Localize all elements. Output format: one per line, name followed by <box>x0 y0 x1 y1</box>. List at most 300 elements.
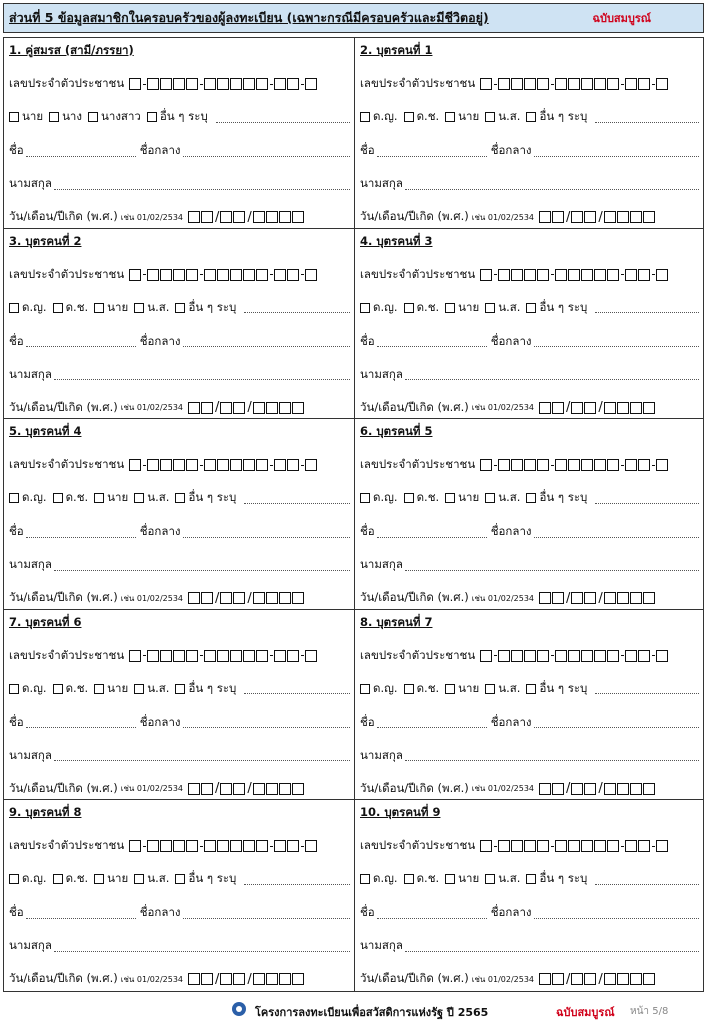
digit-box[interactable] <box>524 840 536 852</box>
date-digit-box[interactable] <box>220 592 232 604</box>
digit-box[interactable] <box>656 78 668 90</box>
digit-box[interactable] <box>147 650 159 662</box>
title-option[interactable] <box>485 299 520 317</box>
first-name-field[interactable] <box>377 146 487 157</box>
digit-box[interactable] <box>129 459 141 471</box>
title-option[interactable] <box>9 680 47 698</box>
title-option[interactable] <box>485 108 520 126</box>
title-checkbox[interactable] <box>175 684 185 694</box>
digit-box[interactable] <box>537 269 549 281</box>
digit-box[interactable] <box>498 78 510 90</box>
date-digit-box[interactable] <box>188 973 200 985</box>
digit-box[interactable] <box>129 269 141 281</box>
title-checkbox[interactable] <box>485 112 495 122</box>
digit-box[interactable] <box>287 269 299 281</box>
date-digit-box[interactable] <box>630 592 642 604</box>
digit-box[interactable] <box>568 459 580 471</box>
title-checkbox[interactable] <box>53 493 63 503</box>
digit-box[interactable] <box>230 650 242 662</box>
date-digit-box[interactable] <box>571 973 583 985</box>
digit-box[interactable] <box>274 78 286 90</box>
title-option[interactable] <box>94 489 128 507</box>
digit-box[interactable] <box>555 78 567 90</box>
digit-box[interactable] <box>555 269 567 281</box>
date-digit-box[interactable] <box>630 402 642 414</box>
date-digit-box[interactable] <box>233 973 245 985</box>
digit-box[interactable] <box>625 269 637 281</box>
digit-box[interactable] <box>287 650 299 662</box>
title-option-other[interactable] <box>175 489 236 507</box>
title-checkbox[interactable] <box>134 684 144 694</box>
date-digit-box[interactable] <box>279 973 291 985</box>
date-digit-box[interactable] <box>253 211 265 223</box>
date-digit-box[interactable] <box>266 973 278 985</box>
digit-box[interactable] <box>129 78 141 90</box>
date-digit-box[interactable] <box>253 592 265 604</box>
digit-box[interactable] <box>287 78 299 90</box>
digit-box[interactable] <box>204 78 216 90</box>
title-option-other[interactable] <box>175 299 236 317</box>
title-checkbox[interactable] <box>360 112 370 122</box>
date-digit-box[interactable] <box>266 783 278 795</box>
digit-box[interactable] <box>217 840 229 852</box>
title-option[interactable] <box>9 870 47 888</box>
digit-box[interactable] <box>129 650 141 662</box>
title-checkbox[interactable] <box>404 303 414 313</box>
middle-name-field[interactable] <box>183 908 350 919</box>
digit-box[interactable] <box>480 78 492 90</box>
date-digit-box[interactable] <box>604 783 616 795</box>
title-checkbox[interactable] <box>175 303 185 313</box>
date-digit-box[interactable] <box>584 211 596 223</box>
date-digit-box[interactable] <box>552 211 564 223</box>
other-title-field[interactable] <box>595 112 699 123</box>
title-option-other[interactable] <box>526 299 587 317</box>
digit-box[interactable] <box>524 269 536 281</box>
date-digit-box[interactable] <box>220 783 232 795</box>
title-checkbox[interactable] <box>445 493 455 503</box>
digit-box[interactable] <box>656 840 668 852</box>
first-name-field[interactable] <box>26 908 136 919</box>
surname-field[interactable] <box>405 750 699 761</box>
digit-box[interactable] <box>498 269 510 281</box>
date-digit-box[interactable] <box>292 592 304 604</box>
date-digit-box[interactable] <box>539 592 551 604</box>
date-digit-box[interactable] <box>584 783 596 795</box>
digit-box[interactable] <box>305 78 317 90</box>
digit-box[interactable] <box>217 459 229 471</box>
date-digit-box[interactable] <box>617 402 629 414</box>
digit-box[interactable] <box>230 269 242 281</box>
digit-box[interactable] <box>625 459 637 471</box>
digit-box[interactable] <box>160 459 172 471</box>
title-checkbox[interactable] <box>9 684 19 694</box>
digit-box[interactable] <box>568 650 580 662</box>
title-checkbox[interactable] <box>360 684 370 694</box>
title-option[interactable] <box>445 108 479 126</box>
title-option-other[interactable] <box>526 489 587 507</box>
date-digit-box[interactable] <box>253 783 265 795</box>
digit-box[interactable] <box>555 840 567 852</box>
title-checkbox[interactable] <box>88 112 98 122</box>
date-digit-box[interactable] <box>604 973 616 985</box>
title-option[interactable] <box>404 489 440 507</box>
middle-name-field[interactable] <box>534 717 699 728</box>
digit-box[interactable] <box>625 840 637 852</box>
date-digit-box[interactable] <box>630 211 642 223</box>
digit-box[interactable] <box>204 459 216 471</box>
title-option[interactable] <box>49 108 82 126</box>
date-digit-box[interactable] <box>584 402 596 414</box>
digit-box[interactable] <box>160 78 172 90</box>
other-title-field[interactable] <box>244 302 350 313</box>
middle-name-field[interactable] <box>183 527 350 538</box>
digit-box[interactable] <box>173 269 185 281</box>
digit-box[interactable] <box>511 459 523 471</box>
date-digit-box[interactable] <box>279 592 291 604</box>
title-option[interactable] <box>360 680 398 698</box>
date-digit-box[interactable] <box>201 402 213 414</box>
digit-box[interactable] <box>537 78 549 90</box>
digit-box[interactable] <box>204 840 216 852</box>
digit-box[interactable] <box>581 650 593 662</box>
title-checkbox[interactable] <box>445 874 455 884</box>
digit-box[interactable] <box>480 840 492 852</box>
other-title-field[interactable] <box>244 683 350 694</box>
title-checkbox[interactable] <box>526 684 536 694</box>
title-option[interactable] <box>134 870 169 888</box>
date-digit-box[interactable] <box>552 402 564 414</box>
digit-box[interactable] <box>243 269 255 281</box>
date-digit-box[interactable] <box>201 973 213 985</box>
digit-box[interactable] <box>537 459 549 471</box>
title-option[interactable] <box>53 489 89 507</box>
title-option[interactable] <box>9 489 47 507</box>
date-digit-box[interactable] <box>617 783 629 795</box>
other-title-field[interactable] <box>595 493 699 504</box>
title-option[interactable] <box>53 680 89 698</box>
title-checkbox[interactable] <box>445 303 455 313</box>
title-option[interactable] <box>485 680 520 698</box>
digit-box[interactable] <box>524 78 536 90</box>
title-checkbox[interactable] <box>175 493 185 503</box>
title-option[interactable] <box>360 870 398 888</box>
date-digit-box[interactable] <box>201 783 213 795</box>
digit-box[interactable] <box>129 840 141 852</box>
digit-box[interactable] <box>186 269 198 281</box>
date-digit-box[interactable] <box>253 973 265 985</box>
date-digit-box[interactable] <box>539 973 551 985</box>
date-digit-box[interactable] <box>279 211 291 223</box>
digit-box[interactable] <box>511 650 523 662</box>
digit-box[interactable] <box>256 650 268 662</box>
title-checkbox[interactable] <box>485 684 495 694</box>
title-checkbox[interactable] <box>53 303 63 313</box>
digit-box[interactable] <box>594 78 606 90</box>
digit-box[interactable] <box>480 650 492 662</box>
surname-field[interactable] <box>405 369 699 380</box>
digit-box[interactable] <box>274 269 286 281</box>
title-checkbox[interactable] <box>360 493 370 503</box>
title-checkbox[interactable] <box>94 303 104 313</box>
title-option[interactable] <box>94 680 128 698</box>
surname-field[interactable] <box>54 369 350 380</box>
other-title-field[interactable] <box>244 874 350 885</box>
digit-box[interactable] <box>537 650 549 662</box>
digit-box[interactable] <box>524 650 536 662</box>
date-digit-box[interactable] <box>253 402 265 414</box>
digit-box[interactable] <box>274 840 286 852</box>
title-checkbox[interactable] <box>94 684 104 694</box>
title-checkbox[interactable] <box>526 112 536 122</box>
other-title-field[interactable] <box>595 874 699 885</box>
date-digit-box[interactable] <box>571 402 583 414</box>
date-digit-box[interactable] <box>630 783 642 795</box>
digit-box[interactable] <box>581 269 593 281</box>
date-digit-box[interactable] <box>188 211 200 223</box>
middle-name-field[interactable] <box>534 908 699 919</box>
title-option[interactable] <box>485 870 520 888</box>
digit-box[interactable] <box>230 840 242 852</box>
title-checkbox[interactable] <box>175 874 185 884</box>
title-checkbox[interactable] <box>360 303 370 313</box>
middle-name-field[interactable] <box>183 717 350 728</box>
title-option[interactable] <box>134 489 169 507</box>
date-digit-box[interactable] <box>552 783 564 795</box>
title-checkbox[interactable] <box>526 303 536 313</box>
middle-name-field[interactable] <box>534 146 699 157</box>
digit-box[interactable] <box>217 78 229 90</box>
digit-box[interactable] <box>274 650 286 662</box>
date-digit-box[interactable] <box>220 973 232 985</box>
date-digit-box[interactable] <box>188 592 200 604</box>
digit-box[interactable] <box>186 78 198 90</box>
date-digit-box[interactable] <box>643 973 655 985</box>
digit-box[interactable] <box>625 650 637 662</box>
title-checkbox[interactable] <box>134 874 144 884</box>
digit-box[interactable] <box>186 840 198 852</box>
date-digit-box[interactable] <box>552 592 564 604</box>
digit-box[interactable] <box>555 650 567 662</box>
digit-box[interactable] <box>594 650 606 662</box>
date-digit-box[interactable] <box>617 592 629 604</box>
date-digit-box[interactable] <box>266 592 278 604</box>
title-checkbox[interactable] <box>9 493 19 503</box>
first-name-field[interactable] <box>377 527 487 538</box>
digit-box[interactable] <box>607 650 619 662</box>
date-digit-box[interactable] <box>617 973 629 985</box>
digit-box[interactable] <box>256 840 268 852</box>
date-digit-box[interactable] <box>292 211 304 223</box>
title-option[interactable] <box>9 108 43 126</box>
digit-box[interactable] <box>230 459 242 471</box>
title-option[interactable] <box>360 108 398 126</box>
surname-field[interactable] <box>54 941 350 952</box>
title-checkbox[interactable] <box>485 493 495 503</box>
title-checkbox[interactable] <box>9 874 19 884</box>
date-digit-box[interactable] <box>584 973 596 985</box>
date-digit-box[interactable] <box>584 592 596 604</box>
title-option-other[interactable] <box>526 108 587 126</box>
digit-box[interactable] <box>160 650 172 662</box>
digit-box[interactable] <box>581 78 593 90</box>
digit-box[interactable] <box>555 459 567 471</box>
date-digit-box[interactable] <box>266 402 278 414</box>
digit-box[interactable] <box>607 78 619 90</box>
first-name-field[interactable] <box>26 717 136 728</box>
title-option[interactable] <box>404 870 440 888</box>
digit-box[interactable] <box>625 78 637 90</box>
title-checkbox[interactable] <box>360 874 370 884</box>
digit-box[interactable] <box>498 840 510 852</box>
title-option[interactable] <box>485 489 520 507</box>
title-checkbox[interactable] <box>445 684 455 694</box>
digit-box[interactable] <box>256 269 268 281</box>
date-digit-box[interactable] <box>292 973 304 985</box>
title-checkbox[interactable] <box>485 874 495 884</box>
digit-box[interactable] <box>498 650 510 662</box>
title-option[interactable] <box>53 299 89 317</box>
digit-box[interactable] <box>568 269 580 281</box>
digit-box[interactable] <box>480 269 492 281</box>
digit-box[interactable] <box>581 459 593 471</box>
title-checkbox[interactable] <box>404 112 414 122</box>
first-name-field[interactable] <box>377 908 487 919</box>
date-digit-box[interactable] <box>233 402 245 414</box>
digit-box[interactable] <box>607 840 619 852</box>
date-digit-box[interactable] <box>539 783 551 795</box>
digit-box[interactable] <box>524 459 536 471</box>
digit-box[interactable] <box>204 269 216 281</box>
title-option[interactable] <box>88 108 141 126</box>
digit-box[interactable] <box>186 459 198 471</box>
other-title-field[interactable] <box>244 493 350 504</box>
digit-box[interactable] <box>173 650 185 662</box>
digit-box[interactable] <box>581 840 593 852</box>
first-name-field[interactable] <box>377 717 487 728</box>
surname-field[interactable] <box>54 560 350 571</box>
date-digit-box[interactable] <box>266 211 278 223</box>
title-option[interactable] <box>404 680 440 698</box>
title-checkbox[interactable] <box>49 112 59 122</box>
digit-box[interactable] <box>305 650 317 662</box>
date-digit-box[interactable] <box>233 592 245 604</box>
date-digit-box[interactable] <box>201 211 213 223</box>
digit-box[interactable] <box>594 269 606 281</box>
title-option-other[interactable] <box>147 108 208 126</box>
title-option[interactable] <box>9 299 47 317</box>
date-digit-box[interactable] <box>630 973 642 985</box>
digit-box[interactable] <box>480 459 492 471</box>
digit-box[interactable] <box>568 840 580 852</box>
first-name-field[interactable] <box>377 336 487 347</box>
first-name-field[interactable] <box>26 146 136 157</box>
title-option[interactable] <box>404 108 440 126</box>
date-digit-box[interactable] <box>220 402 232 414</box>
digit-box[interactable] <box>656 459 668 471</box>
date-digit-box[interactable] <box>539 211 551 223</box>
surname-field[interactable] <box>405 941 699 952</box>
date-digit-box[interactable] <box>188 402 200 414</box>
middle-name-field[interactable] <box>534 336 699 347</box>
digit-box[interactable] <box>638 650 650 662</box>
date-digit-box[interactable] <box>539 402 551 414</box>
digit-box[interactable] <box>186 650 198 662</box>
title-option[interactable] <box>360 489 398 507</box>
date-digit-box[interactable] <box>643 211 655 223</box>
title-option[interactable] <box>53 870 89 888</box>
title-checkbox[interactable] <box>94 874 104 884</box>
digit-box[interactable] <box>173 459 185 471</box>
digit-box[interactable] <box>230 78 242 90</box>
digit-box[interactable] <box>305 459 317 471</box>
title-option[interactable] <box>404 299 440 317</box>
title-checkbox[interactable] <box>485 303 495 313</box>
title-option[interactable] <box>445 299 479 317</box>
digit-box[interactable] <box>160 840 172 852</box>
digit-box[interactable] <box>305 840 317 852</box>
title-checkbox[interactable] <box>404 493 414 503</box>
surname-field[interactable] <box>405 560 699 571</box>
date-digit-box[interactable] <box>279 783 291 795</box>
date-digit-box[interactable] <box>188 783 200 795</box>
digit-box[interactable] <box>537 840 549 852</box>
date-digit-box[interactable] <box>643 402 655 414</box>
title-checkbox[interactable] <box>53 874 63 884</box>
digit-box[interactable] <box>594 840 606 852</box>
digit-box[interactable] <box>256 459 268 471</box>
title-checkbox[interactable] <box>9 303 19 313</box>
date-digit-box[interactable] <box>292 783 304 795</box>
digit-box[interactable] <box>147 269 159 281</box>
digit-box[interactable] <box>568 78 580 90</box>
date-digit-box[interactable] <box>643 783 655 795</box>
digit-box[interactable] <box>217 650 229 662</box>
digit-box[interactable] <box>243 650 255 662</box>
middle-name-field[interactable] <box>183 336 350 347</box>
title-option-other[interactable] <box>175 870 236 888</box>
surname-field[interactable] <box>54 179 350 190</box>
title-option[interactable] <box>445 870 479 888</box>
other-title-field[interactable] <box>216 112 350 123</box>
digit-box[interactable] <box>656 269 668 281</box>
digit-box[interactable] <box>638 840 650 852</box>
digit-box[interactable] <box>638 459 650 471</box>
title-option[interactable] <box>134 299 169 317</box>
title-checkbox[interactable] <box>404 684 414 694</box>
title-option[interactable] <box>445 489 479 507</box>
first-name-field[interactable] <box>26 527 136 538</box>
surname-field[interactable] <box>405 179 699 190</box>
first-name-field[interactable] <box>26 336 136 347</box>
middle-name-field[interactable] <box>183 146 350 157</box>
digit-box[interactable] <box>511 269 523 281</box>
date-digit-box[interactable] <box>233 783 245 795</box>
digit-box[interactable] <box>217 269 229 281</box>
digit-box[interactable] <box>287 840 299 852</box>
title-option[interactable] <box>445 680 479 698</box>
digit-box[interactable] <box>147 840 159 852</box>
digit-box[interactable] <box>173 840 185 852</box>
digit-box[interactable] <box>607 269 619 281</box>
date-digit-box[interactable] <box>571 783 583 795</box>
date-digit-box[interactable] <box>604 592 616 604</box>
digit-box[interactable] <box>160 269 172 281</box>
digit-box[interactable] <box>256 78 268 90</box>
digit-box[interactable] <box>147 459 159 471</box>
title-checkbox[interactable] <box>134 303 144 313</box>
date-digit-box[interactable] <box>604 402 616 414</box>
